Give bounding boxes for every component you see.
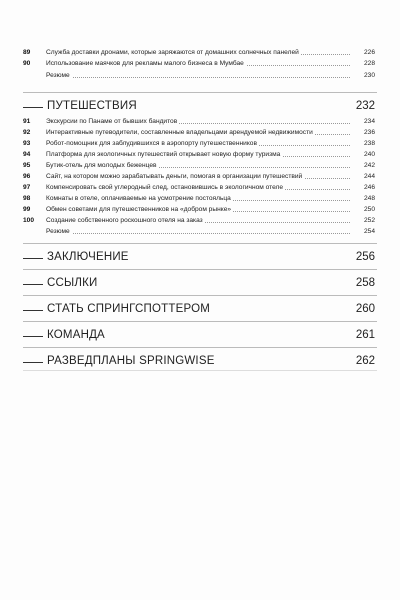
section-page: 262 xyxy=(355,355,375,367)
entry-page: 230 xyxy=(363,72,375,79)
leader-dots xyxy=(46,233,350,234)
section-rule xyxy=(23,92,377,93)
section-dash xyxy=(23,107,43,108)
entry-page: 228 xyxy=(363,60,375,67)
section-rule xyxy=(23,269,377,270)
entry-page: 238 xyxy=(363,140,375,147)
entry-title: Резюме xyxy=(46,228,70,235)
entry-title: Использование маячков для рекламы малого бизнеса в Мумбае xyxy=(46,60,244,67)
section-rule xyxy=(23,295,377,296)
entry-number: 93 xyxy=(23,140,31,147)
entry-page: 248 xyxy=(363,195,375,202)
toc-entry xyxy=(0,47,400,58)
section-rule xyxy=(23,370,377,371)
entry-page: 244 xyxy=(363,173,375,180)
entry-title: Комнаты в отеле, оплачиваемые на усмотрение постояльца xyxy=(46,195,231,202)
section-page: 232 xyxy=(355,100,375,112)
section-dash xyxy=(23,362,43,363)
section-dash xyxy=(23,310,43,311)
toc-entry xyxy=(0,58,400,69)
entry-number: 89 xyxy=(23,49,31,56)
toc-entry xyxy=(0,116,400,127)
section-team xyxy=(0,321,400,345)
entry-number: 99 xyxy=(23,206,31,213)
section-title: РАЗВЕДПЛАНЫ SPRINGWISE xyxy=(47,355,215,367)
section-title: ЗАКЛЮЧЕНИЕ xyxy=(47,251,129,263)
entry-number: 92 xyxy=(23,129,31,136)
entry-page: 236 xyxy=(363,129,375,136)
toc-entry xyxy=(0,171,400,182)
entry-title: Интерактивные путеводители, составленные владельцами арендуемой недвижимости xyxy=(46,129,313,136)
entry-number: 94 xyxy=(23,151,31,158)
section-page: 258 xyxy=(355,277,375,289)
entry-number: 95 xyxy=(23,162,31,169)
entry-number: 96 xyxy=(23,173,31,180)
entry-title: Резюме xyxy=(46,72,70,79)
section-page: 260 xyxy=(355,303,375,315)
toc-entry xyxy=(0,226,400,237)
section-conclusion xyxy=(0,243,400,267)
entry-page: 234 xyxy=(363,118,375,125)
toc-entry xyxy=(0,160,400,171)
entry-page: 242 xyxy=(363,162,375,169)
section-springspotter xyxy=(0,295,400,319)
section-page: 261 xyxy=(355,329,375,341)
section-rule xyxy=(23,321,377,322)
toc-entry xyxy=(0,215,400,226)
entry-page: 252 xyxy=(363,217,375,224)
entry-number: 100 xyxy=(23,217,35,224)
entry-title: Обмен советами для путешественников на «добром рынке» xyxy=(46,206,232,213)
toc-entry xyxy=(0,149,400,160)
entry-title: Компенсировать свой углеродный след, остановившись в экологичном отеле xyxy=(46,184,284,191)
entry-title: Служба доставки дронами, которые заряжаются от домашних солнечных панелей xyxy=(46,49,299,56)
entry-number: 90 xyxy=(23,60,31,67)
section-travel xyxy=(0,92,400,116)
entry-title: Бутик-отель для молодых беженцев xyxy=(46,162,157,169)
toc-entry xyxy=(0,204,400,215)
section-references xyxy=(0,269,400,293)
entry-number: 91 xyxy=(23,118,31,125)
section-title: ССЫЛКИ xyxy=(47,277,98,289)
section-rule xyxy=(23,243,377,244)
entry-number: 98 xyxy=(23,195,31,202)
toc-entry xyxy=(0,138,400,149)
toc-entry xyxy=(0,182,400,193)
entry-title: Сайт, на котором можно зарабатывать деньги, помогая в организации путешествий xyxy=(46,173,303,180)
section-springwise-plans xyxy=(0,347,400,371)
entry-page: 254 xyxy=(363,228,375,235)
entry-page: 226 xyxy=(363,49,375,56)
section-page: 256 xyxy=(355,251,375,263)
section-title: КОМАНДА xyxy=(47,329,105,341)
entry-title: Создание собственного роскошного отеля на заказ xyxy=(46,217,203,224)
entry-page: 250 xyxy=(363,206,375,213)
section-rule xyxy=(23,347,377,348)
section-dash xyxy=(23,336,43,337)
entry-page: 240 xyxy=(363,151,375,158)
entry-page: 246 xyxy=(363,184,375,191)
leader-dots xyxy=(46,77,350,78)
toc-entry xyxy=(0,70,400,81)
toc-entry xyxy=(0,193,400,204)
entry-title: Экскурсии по Панаме от бывших бандитов xyxy=(46,118,178,125)
entry-number: 97 xyxy=(23,184,31,191)
toc-entry xyxy=(0,127,400,138)
section-title: ПУТЕШЕСТВИЯ xyxy=(47,100,137,112)
section-dash xyxy=(23,284,43,285)
entry-title: Робот-помощник для заблудившихся в аэропорту путешественников xyxy=(46,140,257,147)
section-title: СТАТЬ СПРИНГСПОТТЕРОМ xyxy=(47,303,211,315)
section-dash xyxy=(23,258,43,259)
entry-title: Платформа для экологичных путешествий открывает новую форму туризма xyxy=(46,151,281,158)
